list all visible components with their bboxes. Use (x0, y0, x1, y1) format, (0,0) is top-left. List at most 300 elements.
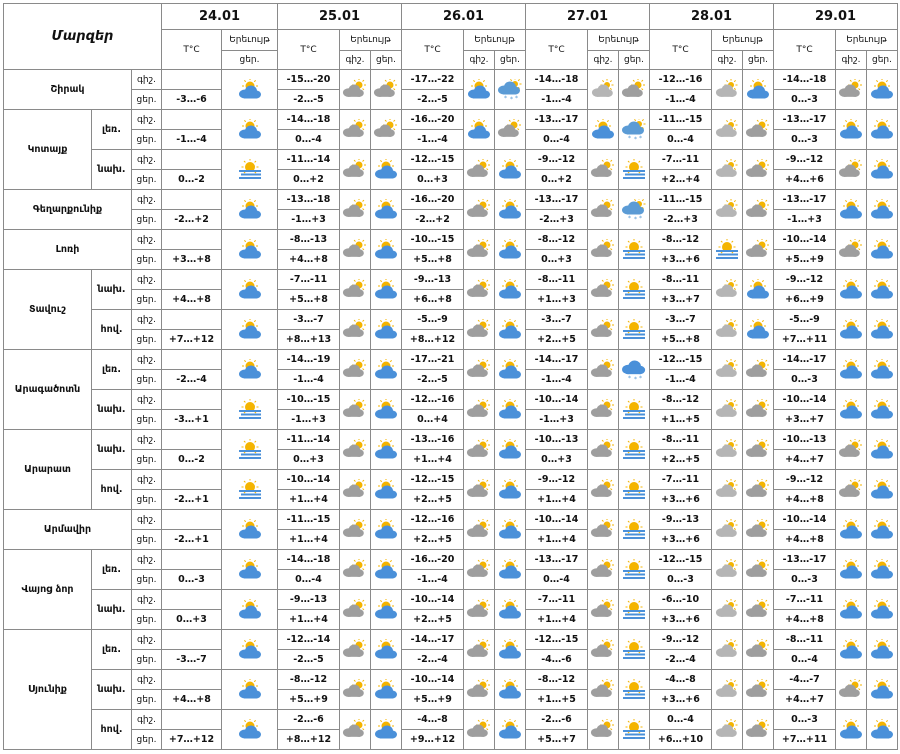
overcast-icon (588, 70, 619, 110)
light-snow-icon (619, 190, 650, 230)
night-col-header: գիշ. (340, 51, 371, 70)
temperature-cell: +8…+12 (402, 330, 464, 350)
overcast-icon (712, 550, 743, 590)
cloudy-icon (340, 110, 371, 150)
temperature-cell: +3…+6 (650, 250, 712, 270)
partly-sunny-icon (495, 430, 526, 470)
temperature-cell: -11…-14 (278, 150, 340, 170)
time-of-day-label: ցեր. (132, 170, 162, 190)
partly-sunny-icon (867, 150, 898, 190)
temperature-cell (162, 70, 222, 90)
light-snow-icon (495, 70, 526, 110)
region-name: Վայոց ձոր (4, 550, 92, 630)
partly-sunny-icon (836, 630, 867, 670)
temperature-cell: -13…-17 (774, 550, 836, 570)
temperature-cell: +5…+9 (278, 690, 340, 710)
temperature-cell: 0…+3 (526, 250, 588, 270)
temperature-cell: 0…-4 (526, 130, 588, 150)
temperature-cell: +1…+3 (526, 290, 588, 310)
partly-sunny-icon (495, 310, 526, 350)
partly-sunny-icon (836, 590, 867, 630)
temperature-cell: +5…+8 (402, 250, 464, 270)
temperature-cell: 0…-2 (162, 450, 222, 470)
temperature-cell: -9…-13 (402, 270, 464, 290)
temperature-cell: -9…-12 (650, 630, 712, 650)
time-of-day-label: ցեր. (132, 410, 162, 430)
partly-sunny-icon (222, 230, 278, 270)
cloudy-icon (340, 70, 371, 110)
date-header-5: 28.01 (650, 4, 774, 30)
partly-sunny-icon (867, 310, 898, 350)
cloudy-icon (588, 670, 619, 710)
temperature-cell: -7…-11 (278, 270, 340, 290)
time-of-day-label: ցեր. (132, 610, 162, 630)
temperature-cell: -14…-17 (774, 350, 836, 370)
temperature-cell (162, 270, 222, 290)
day-col-header: ցեր. (619, 51, 650, 70)
temperature-cell: 0…+2 (278, 170, 340, 190)
temperature-cell: +1…+5 (650, 410, 712, 430)
subregion-label: լեռ. (92, 110, 132, 150)
temperature-cell (162, 190, 222, 210)
time-of-day-label: գիշ. (132, 70, 162, 90)
temperature-cell: +4…+8 (774, 530, 836, 550)
region-name: Տավուշ (4, 270, 92, 350)
cloudy-icon (743, 110, 774, 150)
subregion-label: նախ. (92, 590, 132, 630)
temperature-cell: -2…-4 (650, 650, 712, 670)
temperature-cell: 0…-3 (650, 570, 712, 590)
table-row (4, 70, 898, 90)
temperature-cell: -13…-18 (278, 190, 340, 210)
temperature-cell (162, 510, 222, 530)
region-name: Արմավիր (4, 510, 132, 550)
day-col-header: ցեր. (222, 51, 278, 70)
temperature-cell: +5…+9 (774, 250, 836, 270)
temperature-cell: -7…-11 (526, 590, 588, 610)
temperature-cell: -7…-11 (650, 470, 712, 490)
temperature-cell: 0…-4 (278, 130, 340, 150)
temperature-cell: +1…+4 (278, 530, 340, 550)
temperature-cell: -9…-12 (526, 470, 588, 490)
partly-sunny-icon (222, 350, 278, 390)
temperature-cell: -10…-15 (278, 390, 340, 410)
partly-sunny-icon (495, 710, 526, 750)
temperature-cell: -16…-20 (402, 550, 464, 570)
overcast-icon (712, 710, 743, 750)
partly-sunny-icon (867, 670, 898, 710)
temperature-cell: -2…-5 (278, 650, 340, 670)
overcast-icon (712, 110, 743, 150)
partly-sunny-icon (371, 230, 402, 270)
time-of-day-label: գիշ. (132, 710, 162, 730)
cloudy-icon (464, 670, 495, 710)
haze-icon (222, 470, 278, 510)
temp-col-header: T°C (278, 30, 340, 70)
partly-sunny-icon (867, 190, 898, 230)
temperature-cell: +7…+12 (162, 330, 222, 350)
temperature-cell: -3…-7 (650, 310, 712, 330)
partly-sunny-icon (371, 270, 402, 310)
cloudy-icon (588, 150, 619, 190)
partly-sunny-icon (222, 630, 278, 670)
temperature-cell: -8…-11 (774, 630, 836, 650)
haze-icon (619, 510, 650, 550)
temperature-cell: -9…-12 (774, 270, 836, 290)
svg-text:*: * (634, 375, 637, 381)
partly-sunny-icon (588, 110, 619, 150)
partly-sunny-icon (495, 630, 526, 670)
temperature-cell: +4…+8 (774, 490, 836, 510)
cloudy-icon (371, 70, 402, 110)
temperature-cell: +6…+8 (402, 290, 464, 310)
table-row (4, 630, 898, 650)
date-header-6: 29.01 (774, 4, 898, 30)
partly-sunny-icon (495, 270, 526, 310)
temperature-cell: -14…-17 (402, 630, 464, 650)
temperature-cell: +1…+4 (278, 490, 340, 510)
cloudy-icon (464, 430, 495, 470)
partly-sunny-icon (867, 710, 898, 750)
cloudy-icon (588, 430, 619, 470)
temperature-cell: 0…-3 (774, 130, 836, 150)
temperature-cell: -13…-17 (526, 190, 588, 210)
partly-sunny-icon (222, 590, 278, 630)
haze-icon (619, 270, 650, 310)
time-of-day-label: ցեր. (132, 210, 162, 230)
temperature-cell: -16…-20 (402, 110, 464, 130)
temperature-cell: -1…-4 (278, 370, 340, 390)
temperature-cell (162, 630, 222, 650)
partly-sunny-icon (371, 430, 402, 470)
temperature-cell: -15…-20 (278, 70, 340, 90)
temperature-cell: -2…+2 (162, 210, 222, 230)
partly-sunny-icon (371, 470, 402, 510)
svg-text:*: * (515, 94, 518, 101)
table-row (4, 550, 898, 570)
haze-icon (619, 550, 650, 590)
temperature-cell: -1…-4 (402, 570, 464, 590)
temperature-cell: 0…-3 (162, 570, 222, 590)
partly-sunny-icon (743, 70, 774, 110)
night-col-header: գիշ. (712, 51, 743, 70)
snow-icon (619, 350, 650, 390)
time-of-day-label: ցեր. (132, 490, 162, 510)
partly-sunny-icon (371, 590, 402, 630)
partly-sunny-icon (836, 350, 867, 390)
temperature-cell: -10…-14 (526, 510, 588, 530)
haze-icon (619, 630, 650, 670)
partly-sunny-icon (495, 390, 526, 430)
subregion-label: լեռ. (92, 550, 132, 590)
overcast-icon (712, 470, 743, 510)
region-name: Սյունիք (4, 630, 92, 750)
temperature-cell: -9…-13 (650, 510, 712, 530)
temperature-cell: -14…-18 (278, 110, 340, 130)
subregion-label: նախ. (92, 270, 132, 310)
partly-sunny-icon (371, 190, 402, 230)
temperature-cell: -9…-12 (526, 150, 588, 170)
table-row (4, 590, 898, 610)
temperature-cell: 0…-4 (774, 650, 836, 670)
table-row (4, 230, 898, 250)
temperature-cell: -12…-15 (650, 350, 712, 370)
temperature-cell: -11…-15 (650, 110, 712, 130)
time-of-day-label: գիշ. (132, 430, 162, 450)
cloudy-icon (340, 630, 371, 670)
cloudy-icon (340, 550, 371, 590)
temperature-cell: 0…+4 (402, 410, 464, 430)
temperature-cell: +2…+5 (402, 490, 464, 510)
haze-icon (222, 390, 278, 430)
partly-sunny-icon (867, 390, 898, 430)
partly-sunny-icon (222, 270, 278, 310)
cloudy-icon (588, 630, 619, 670)
temperature-cell: +4…+6 (774, 170, 836, 190)
overcast-icon (712, 70, 743, 110)
cloudy-icon (836, 150, 867, 190)
temperature-cell: -13…-17 (774, 110, 836, 130)
table-row (4, 510, 898, 530)
partly-sunny-icon (495, 230, 526, 270)
partly-sunny-icon (495, 150, 526, 190)
temperature-cell: -4…-6 (526, 650, 588, 670)
temperature-cell: +1…+4 (278, 610, 340, 630)
time-of-day-label: ցեր. (132, 250, 162, 270)
temperature-cell (162, 670, 222, 690)
phenom-col-header: Երեւույթ (222, 30, 278, 51)
temperature-cell: +3…+6 (650, 490, 712, 510)
haze-icon (619, 710, 650, 750)
phenom-col-header: Երեւույթ (340, 30, 402, 51)
temperature-cell: -5…-9 (774, 310, 836, 330)
temp-col-header: T°C (774, 30, 836, 70)
temperature-cell: -2…-4 (162, 370, 222, 390)
cloudy-icon (495, 110, 526, 150)
partly-sunny-icon (867, 550, 898, 590)
night-col-header: գիշ. (464, 51, 495, 70)
haze-icon (222, 150, 278, 190)
temperature-cell: +3…+6 (650, 690, 712, 710)
cloudy-icon (836, 430, 867, 470)
partly-sunny-icon (222, 70, 278, 110)
temperature-cell: 0…-4 (650, 710, 712, 730)
temperature-cell: +3…+8 (162, 250, 222, 270)
temperature-cell: -10…-14 (774, 510, 836, 530)
subregion-label: հով. (92, 710, 132, 750)
date-header-3: 26.01 (402, 4, 526, 30)
temperature-cell: -8…-12 (650, 230, 712, 250)
subregion-label: լեռ. (92, 350, 132, 390)
cloudy-icon (743, 630, 774, 670)
temperature-cell: -12…-16 (402, 510, 464, 530)
temperature-cell: 0…-3 (774, 90, 836, 110)
cloudy-icon (340, 190, 371, 230)
temperature-cell: +5…+9 (402, 690, 464, 710)
cloudy-icon (340, 230, 371, 270)
region-name: Շիրակ (4, 70, 132, 110)
temperature-cell: -5…-9 (402, 310, 464, 330)
region-name: Արարատ (4, 430, 92, 510)
time-of-day-label: ցեր. (132, 330, 162, 350)
partly-sunny-icon (371, 550, 402, 590)
temperature-cell: +5…+8 (650, 330, 712, 350)
region-name: Կոտայք (4, 110, 92, 190)
temperature-cell: -4…-7 (774, 670, 836, 690)
temperature-cell: +1…+4 (402, 450, 464, 470)
partly-sunny-icon (464, 70, 495, 110)
forecast-body (4, 70, 898, 750)
temperature-cell: +1…+5 (526, 690, 588, 710)
temperature-cell: -10…-13 (526, 430, 588, 450)
temperature-cell: +7…+11 (774, 330, 836, 350)
temperature-cell: -3…-6 (162, 90, 222, 110)
cloudy-icon (340, 710, 371, 750)
cloudy-icon (743, 350, 774, 390)
cloudy-icon (588, 590, 619, 630)
overcast-icon (712, 270, 743, 310)
cloudy-icon (464, 630, 495, 670)
temperature-cell: -12…-15 (526, 630, 588, 650)
temperature-cell: -10…-14 (774, 390, 836, 410)
partly-sunny-icon (222, 550, 278, 590)
temperature-cell: -10…-14 (774, 230, 836, 250)
temperature-cell: -4…-8 (650, 670, 712, 690)
table-row (4, 710, 898, 730)
temperature-cell: -14…-18 (774, 70, 836, 90)
table-row (4, 670, 898, 690)
temperature-cell: -6…-10 (650, 590, 712, 610)
phenom-col-header: Երեւույթ (588, 30, 650, 51)
table-row (4, 270, 898, 290)
temperature-cell: -12…-16 (650, 70, 712, 90)
cloudy-icon (743, 230, 774, 270)
cloudy-icon (743, 590, 774, 630)
cloudy-icon (743, 670, 774, 710)
date-header-1: 24.01 (162, 4, 278, 30)
temperature-cell: -8…-11 (650, 270, 712, 290)
time-of-day-label: գիշ. (132, 190, 162, 210)
cloudy-icon (340, 590, 371, 630)
time-of-day-label: գիշ. (132, 110, 162, 130)
temperature-cell: -2…-5 (402, 370, 464, 390)
temperature-cell: +3…+7 (774, 410, 836, 430)
partly-sunny-icon (495, 470, 526, 510)
temperature-cell: -14…-18 (278, 550, 340, 570)
temperature-cell: -2…-5 (402, 90, 464, 110)
date-header-4: 27.01 (526, 4, 650, 30)
overcast-icon (712, 150, 743, 190)
table-row (4, 430, 898, 450)
partly-sunny-icon (371, 630, 402, 670)
partly-sunny-icon (222, 510, 278, 550)
cloudy-icon (340, 670, 371, 710)
cloudy-icon (588, 550, 619, 590)
temperature-cell: -11…-15 (278, 510, 340, 530)
cloudy-icon (588, 470, 619, 510)
partly-sunny-icon (836, 190, 867, 230)
time-of-day-label: գիշ. (132, 510, 162, 530)
partly-sunny-icon (867, 70, 898, 110)
partly-sunny-icon (867, 350, 898, 390)
cloudy-icon (619, 70, 650, 110)
temperature-cell: -13…-17 (526, 550, 588, 570)
partly-sunny-icon (495, 350, 526, 390)
cloudy-icon (464, 510, 495, 550)
cloudy-icon (371, 110, 402, 150)
temperature-cell: -12…-15 (650, 550, 712, 570)
cloudy-icon (836, 70, 867, 110)
temperature-cell: 0…-3 (774, 710, 836, 730)
subregion-label: նախ. (92, 150, 132, 190)
subregion-label: հով. (92, 310, 132, 350)
forecast-table (3, 3, 898, 750)
cloudy-icon (464, 190, 495, 230)
temperature-cell: +4…+8 (774, 610, 836, 630)
temperature-cell: -8…-12 (650, 390, 712, 410)
temperature-cell: +2…+5 (402, 530, 464, 550)
partly-sunny-icon (867, 230, 898, 270)
temperature-cell: -8…-11 (650, 430, 712, 450)
svg-text:*: * (504, 94, 507, 101)
partly-sunny-icon (836, 510, 867, 550)
temperature-cell: +4…+8 (162, 290, 222, 310)
temperature-cell: -8…-12 (278, 670, 340, 690)
temperature-cell: -2…+2 (402, 210, 464, 230)
temperature-cell: -10…-14 (402, 670, 464, 690)
partly-sunny-icon (867, 430, 898, 470)
temperature-cell: 0…+3 (526, 450, 588, 470)
cloudy-icon (743, 510, 774, 550)
time-of-day-label: գիշ. (132, 350, 162, 370)
temperature-cell: +2…+5 (650, 450, 712, 470)
temperature-cell (162, 550, 222, 570)
temperature-cell: 0…+3 (162, 610, 222, 630)
subregion-label: նախ. (92, 670, 132, 710)
temp-col-header: T°C (402, 30, 464, 70)
overcast-icon (712, 510, 743, 550)
temperature-cell: +3…+6 (650, 530, 712, 550)
temp-col-header: T°C (650, 30, 712, 70)
cloudy-icon (340, 510, 371, 550)
temperature-cell: +1…+4 (526, 610, 588, 630)
temperature-cell: -3…-7 (278, 310, 340, 330)
temperature-cell: -10…-14 (278, 470, 340, 490)
time-of-day-label: ցեր. (132, 290, 162, 310)
subregion-label: նախ. (92, 430, 132, 470)
partly-sunny-icon (464, 110, 495, 150)
temp-col-header: T°C (526, 30, 588, 70)
partly-sunny-icon (495, 670, 526, 710)
partly-sunny-icon (836, 550, 867, 590)
temperature-cell (162, 390, 222, 410)
cloudy-icon (588, 510, 619, 550)
temperature-cell (162, 590, 222, 610)
svg-text:*: * (628, 214, 631, 221)
cloudy-icon (836, 230, 867, 270)
temperature-cell: +4…+8 (278, 250, 340, 270)
cloudy-icon (464, 310, 495, 350)
partly-sunny-icon (222, 710, 278, 750)
overcast-icon (712, 630, 743, 670)
subregion-label: լեռ. (92, 630, 132, 670)
cloudy-icon (588, 310, 619, 350)
temperature-cell: +2…+4 (650, 170, 712, 190)
cloudy-icon (588, 270, 619, 310)
temperature-cell: -7…-11 (650, 150, 712, 170)
temperature-cell: -13…-17 (526, 110, 588, 130)
temperature-cell: -1…-4 (650, 90, 712, 110)
